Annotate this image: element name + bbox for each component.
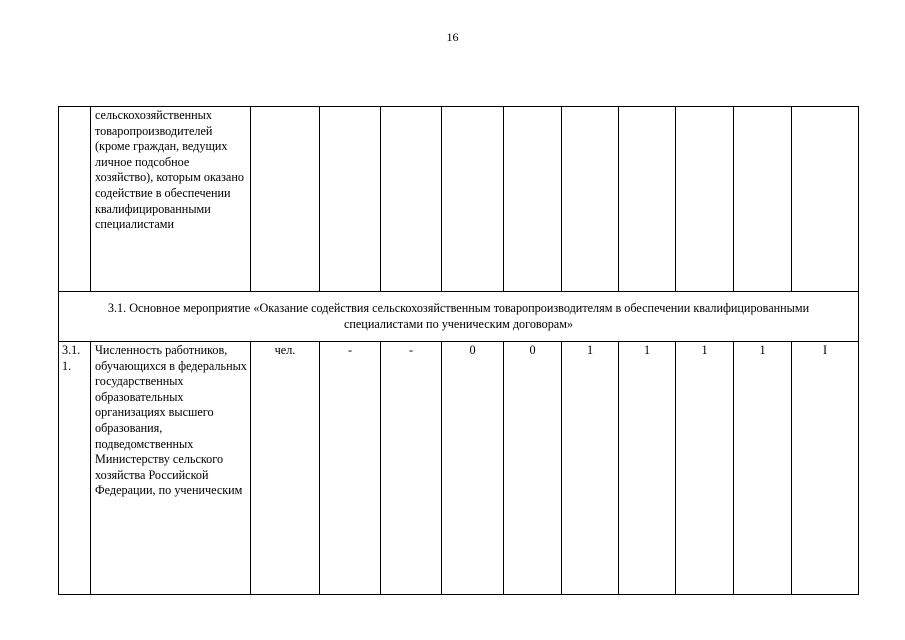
table-row-indicator [59, 342, 859, 595]
page-number: 16 [446, 30, 459, 44]
indicator-value: 0 [504, 342, 562, 595]
indicator-value: 1 [734, 342, 792, 595]
table-cell [59, 107, 91, 292]
section-heading: 3.1. Основное мероприятие «Оказание содействия сельскохозяйственным товаропроизводителям в обеспечении квалифицированными специалистами по ученическим договорам» [59, 292, 859, 342]
table-cell [320, 107, 381, 292]
indicator-value: - [381, 342, 442, 595]
table-cell [442, 107, 504, 292]
indicator-value: 1 [619, 342, 676, 595]
table-row-section [59, 292, 859, 342]
indicator-value: - [320, 342, 381, 595]
indicators-table [58, 106, 859, 595]
table-cell [792, 107, 859, 292]
table-cell [676, 107, 734, 292]
indicator-unit: чел. [251, 342, 320, 595]
table-cell [562, 107, 619, 292]
indicator-name: Численность работников, обучающихся в федеральных государственных образовательных организациях высшего образования, подведомственных Министерству сельского хозяйства Российской Федерации, по ученическим [91, 342, 251, 595]
table-cell [504, 107, 562, 292]
table-cell [251, 107, 320, 292]
indicator-value: I [792, 342, 859, 595]
indicator-name-continuation: сельскохозяйственных товаропроизводителей (кроме граждан, ведущих личное подсобное хозяйство), которым оказано содействие в обеспечении квалифицированными специалистами [91, 107, 251, 292]
table-cell [734, 107, 792, 292]
indicator-value: 0 [442, 342, 504, 595]
indicator-value: 1 [676, 342, 734, 595]
indicator-number: 3.1. 1. [59, 342, 91, 595]
table-row-continuation [59, 107, 859, 292]
table-cell [619, 107, 676, 292]
table-cell [381, 107, 442, 292]
indicator-value: 1 [562, 342, 619, 595]
